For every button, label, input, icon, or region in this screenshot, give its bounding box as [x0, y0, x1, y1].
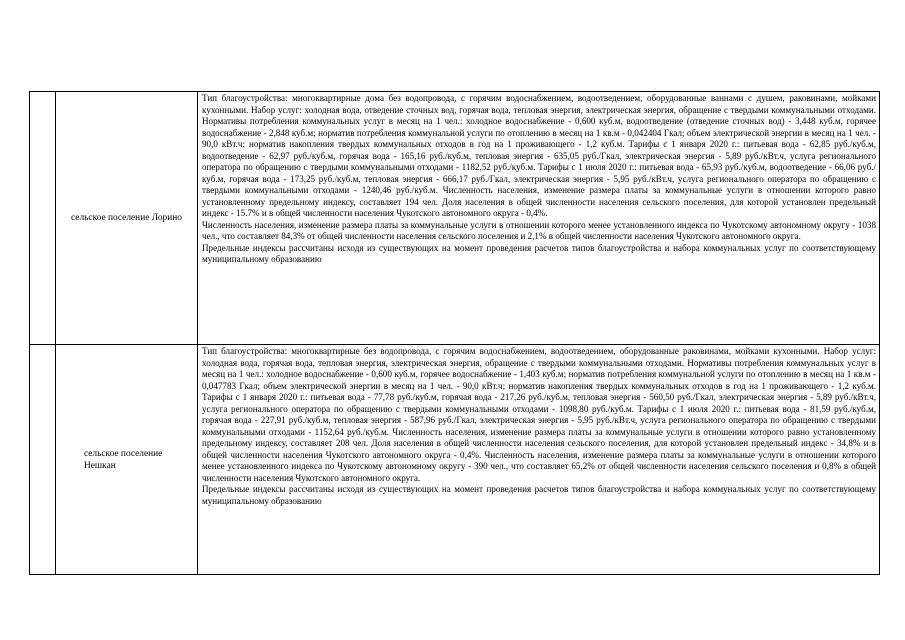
settlement-description	[198, 92, 880, 345]
settlement-description	[198, 345, 880, 575]
indices-table	[29, 91, 880, 575]
description-paragraph: Тип благоустройства: многоквартирные без водопровода, с горячим водоснабжением, водоотведением, оборудованные раковинами, мойками кухонными. Набор услуг: холодная вода, горячая вода, тепловая энергия, электрическая энергия, обращение с твердыми коммунальными отходами. Нормативы потребления коммунальных услуг в месяц на 1 чел.: холодное водоснабжение - 0,600 куб.м, горячее водоснабжение - 1,403 куб.м; норматив потребления коммунальной услуги по отоплению в месяц на 1 кв.м - 0,047783 Гкал; объем электрической энергии в месяц на 1 чел. - 90,0 кВт.ч; норматив накопления твердых коммунальных отходов в год на 1 проживающего - 1,2 куб.м. Тарифы с 1 января 2020 г.: питьевая вода - 77,78 руб./куб.м, горячая вода - 217,26 руб./куб.м, тепловая энергия - 560,50 руб./Гкал, электрическая энергия - 5,89 руб./кВт.ч, услуга регионального оператора по обращению с твердыми коммунальными отходами - 1098,80 руб./куб.м. Тарифы с 1 июля 2020 г.: питьевая вода - 81,59 руб./куб.м, горячая вода - 227,91 руб./куб.м, тепловая энергия - 587,96 руб./Гкал, электрическая энергия - 5,95 руб./кВт.ч, услуга регионального оператора по обращению с твердыми коммунальными отходами - 1152,64 руб./куб.м. Численность населения, изменение размера платы за коммунальные услуги в отношении которого равно установленному предельному индексу, составляет 208 чел. Доля населения в общей численности населения сельского поселения, для которой установлен предельный индекс - 34,8% и в общей численности населения Чукотского автономного округа - 0,4%. Численность населения, изменение размера платы за коммунальные услуги в отношении которого менее установленного индекса по Чукотскому автономному округу - 390 чел., что составляет 65,2% от общей численности населения сельского поселения и 0,8% в общей численности населения Чукотского автономного округа.	[202, 346, 876, 483]
row-number-cell	[30, 345, 56, 575]
description-paragraph: Численность населения, изменение размера платы за коммунальные услуги в отношении которого менее установленного индекса по Чукотскому автономному округу - 1038 чел., что составляет 84,3% от общей численности населения сельского поселения и 2,1% в общей численности населения Чукотского автономного округа.	[202, 219, 876, 241]
table-row	[30, 92, 880, 345]
description-paragraph: Предельные индексы рассчитаны исходя из существующих на момент проведения расчетов типов благоустройства и набора коммунальных услуг по соответствующему муниципальному образованию	[202, 242, 876, 264]
description-paragraph: Тип благоустройства: многоквартирные дома без водопровода, с горячим водоснабжением, водоотведением, оборудованные ваннами с душем, раковинами, мойками кухонными. Набор услуг: холодная вода, отведение сточных вод, горячая вода, тепловая энергия, электрическая энергия, обращение с твердыми коммунальными отходами. Нормативы потребления коммунальных услуг в месяц на 1 чел.: холодное водоснабжение - 0,600 куб.м, водоотведение (отведение сточных вод) - 3,448 куб.м, горячее водоснабжение - 2,848 куб.м; норматив потребления коммунальной услуги по отоплению в месяц на 1 кв.м - 0,042404 Гкал; объем электрической энергии в месяц на 1 чел. - 90,0 кВт.ч; норматив накопления твердых коммунальных отходов в год на 1 проживающего - 1,2 куб.м. Тарифы с 1 января 2020 г.: питьевая вода - 62,85 руб./куб.м, водоотведение - 62,97 руб./куб.м, горячая вода - 165,16 руб./куб.м, тепловая энергия - 635,05 руб./Гкал, электрическая энергия - 5,89 руб./кВт.ч, услуга регионального оператора по обращению с твердыми коммунальными отходами - 1182,52 руб./куб.м. Тарифы с 1 июля 2020 г.: питьевая вода - 65,93 руб./куб.м, водоотведение - 66,06 руб./куб.м, горячая вода - 173,25 руб./куб.м, тепловая энергия - 666,17 руб./Гкал, электрическая энергия - 5,95 руб./кВт.ч, услуга регионального оператора по обращению с твердыми коммунальными отходами - 1240,46 руб./куб.м. Численность населения, изменение размера платы за коммунальные услуги в отношении которого равно установленному предельному индексу, составляет 194 чел. Доля населения в общей численности населения сельского поселения, для которой установлен предельный индекс - 15.7% и в общей численности населения Чукотского автономного округа - 0,4%.	[202, 93, 876, 218]
settlement-name: сельское поселение Лорино	[56, 92, 198, 345]
description-paragraph: Предельные индексы рассчитаны исходя из существующих на момент проведения расчетов типов благоустройства и набора коммунальных услуг по соответствующему муниципальному образованию	[202, 484, 876, 506]
table-row	[30, 345, 880, 575]
settlement-name: сельское поселение Нешкан	[56, 345, 198, 575]
row-number-cell	[30, 92, 56, 345]
